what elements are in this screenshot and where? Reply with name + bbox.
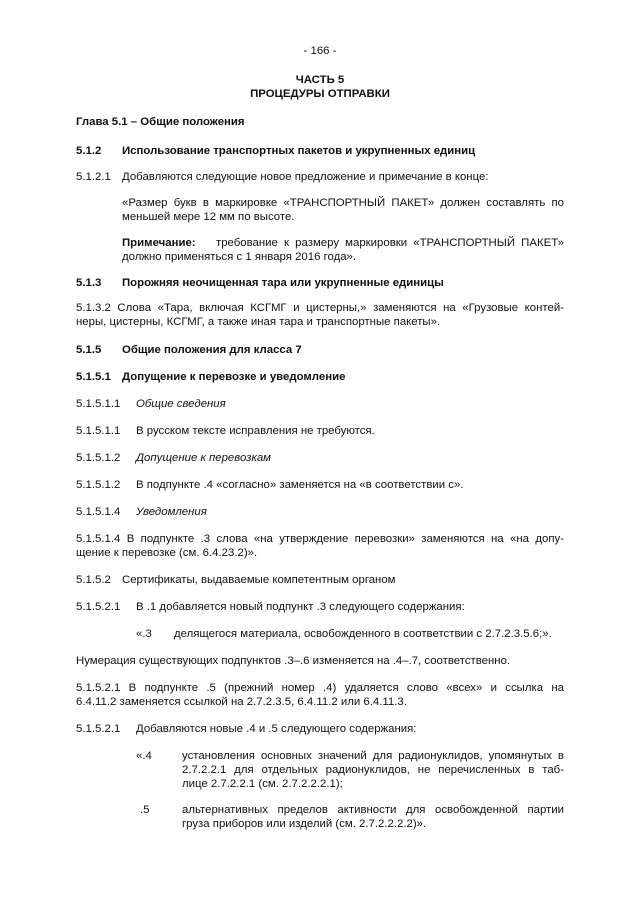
section-number: 5.1.3 — [76, 277, 102, 289]
note-text: требование к размеру маркировки «ТРАНСПОРТНЫЙ ПАКЕТ» — [216, 237, 564, 249]
paragraph-number: 5.1.5.2.1 — [76, 723, 121, 735]
paragraph-text: Сертификаты, выдаваемые компетентным органом — [122, 574, 396, 586]
section-title: Общие положения для класса 7 — [122, 344, 302, 356]
note-text: должно применяться с 1 января 2016 года». — [122, 251, 357, 263]
section-title: Использование транспортных пакетов и укрупненных единиц — [122, 145, 476, 157]
paragraph-subtitle: Допущение к перевозкам — [136, 452, 271, 464]
paragraph-text: В русском тексте исправления не требуются. — [136, 425, 375, 437]
paragraph-number: 5.1.5.1.4 — [76, 506, 121, 518]
paragraph-text: В .1 добавляется новый подпункт .3 следующего содержания: — [136, 601, 465, 613]
list-item-number: «.3 — [136, 628, 152, 640]
list-item-text: альтернативных пределов активности для освобожденной партии — [182, 804, 564, 816]
paragraph-number: 5.1.5.2.1 — [76, 601, 121, 613]
list-item-number: «.4 — [136, 750, 152, 762]
list-item-text: делящегося материала, освобожденного в соответствии с 2.7.2.3.5.6;». — [174, 628, 552, 640]
paragraph-number: 5.1.5.1.1 — [76, 398, 121, 410]
paragraph-line: щение к перевозке (см. 6.4.23.2)». — [76, 547, 258, 559]
paragraph-number: 5.1.5.2 — [76, 574, 111, 586]
section-title: Допущение к перевозке и уведомление — [122, 371, 346, 383]
paragraph-text: Добавляются следующие новое предложение и примечание в конце: — [122, 171, 489, 183]
list-item-text: установления основных значений для радионуклидов, упомянутых в — [182, 750, 564, 762]
paragraph-number: 5.1.5.1.2 — [76, 452, 121, 464]
part-title: ПРОЦЕДУРЫ ОТПРАВКИ — [250, 88, 390, 100]
paragraph-line: 5.1.5.1.4 В подпункте .3 слова «на утверждение перевозки» заменяются на «на допу- — [76, 533, 564, 545]
quote-line: меньшей мере 12 мм по высоте. — [122, 211, 295, 223]
section-number: 5.1.5 — [76, 344, 102, 356]
paragraph-line: 6.4.11.2 заменяется ссылкой на 2.7.2.3.5, 6.4.11.2 или 6.4.11.3. — [76, 696, 407, 708]
list-item-number: .5 — [140, 804, 150, 816]
chapter-heading: Глава 5.1 – Общие положения — [76, 116, 245, 128]
paragraph-text: В подпункте .4 «согласно» заменяется на «в соответствии с». — [136, 479, 464, 491]
paragraph-number: 5.1.5.1.1 — [76, 425, 121, 437]
paragraph-text: Добавляются новые .4 и .5 следующего содержания: — [136, 723, 417, 735]
section-title: Порожняя неочищенная тара или укрупненные единицы — [122, 277, 444, 289]
paragraph-line: 5.1.3.2 Слова «Тара, включая КСГМГ и цистерны,» заменяются на «Грузовые контей- — [76, 302, 564, 314]
paragraph-number: 5.1.2.1 — [76, 171, 111, 183]
paragraph-line: неры, цистерны, КСГМГ, а также иная тара и транспортные пакеты». — [76, 316, 441, 328]
page-number: - 166 - — [303, 45, 337, 57]
part-number: ЧАСТЬ 5 — [295, 74, 345, 86]
section-number: 5.1.2 — [76, 145, 102, 157]
paragraph-number: 5.1.5.1.2 — [76, 479, 121, 491]
paragraph-text: Нумерация существующих подпунктов .3–.6 изменяется на .4–.7, соответственно. — [76, 655, 511, 667]
list-item-text: 2.7.2.2.1 для отдельных радионуклидов, не перечисленных в таб- — [182, 764, 564, 776]
note-label: Примечание: — [122, 237, 196, 249]
list-item-text: груза приборов или изделий (см. 2.7.2.2.2.2)». — [182, 818, 427, 830]
paragraph-subtitle: Уведомления — [136, 506, 207, 518]
paragraph-subtitle: Общие сведения — [136, 398, 226, 410]
section-number: 5.1.5.1 — [76, 371, 111, 383]
list-item-text: лице 2.7.2.2.1 (см. 2.7.2.2.2.1); — [182, 778, 343, 790]
paragraph-line: 5.1.5.2.1 В подпункте .5 (прежний номер .4) удаляется слово «всех» и ссылка на — [76, 682, 564, 694]
quote-line: «Размер букв в маркировке «ТРАНСПОРТНЫЙ ПАКЕТ» должен составлять по — [122, 197, 564, 209]
